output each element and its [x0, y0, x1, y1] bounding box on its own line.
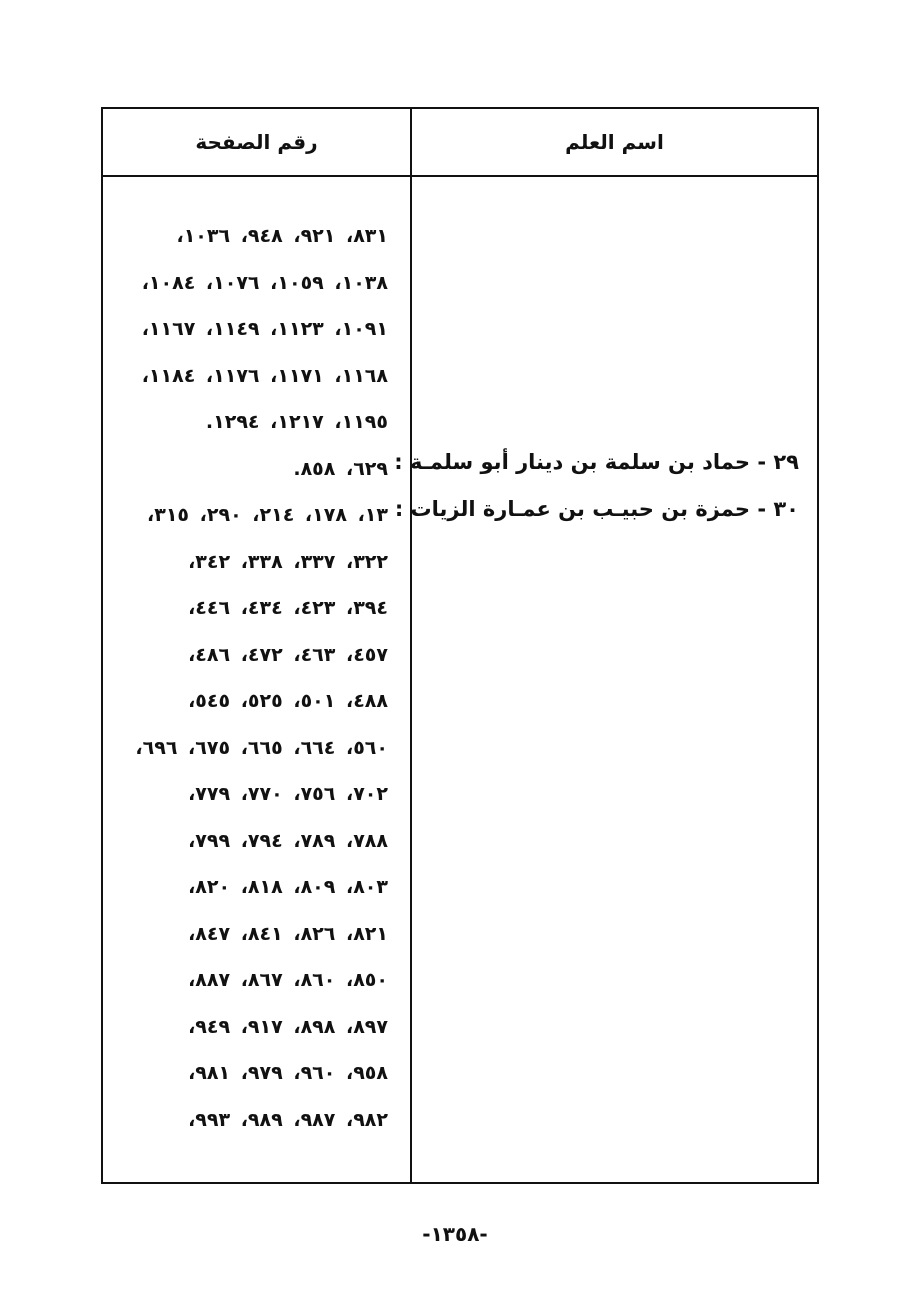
- page-line: ٤٨٨، ٥٠١، ٥٢٥، ٥٤٥،: [188, 690, 388, 712]
- index-table: [101, 107, 819, 1184]
- column-divider: [410, 109, 412, 1182]
- page-numbers-column: [103, 177, 410, 1143]
- page-line: ١١٩٥، ١٢١٧، ١٢٩٤.: [205, 411, 388, 433]
- entry-hamzah-al-zayyat: ٣٠ - حمزة بن حبيـب بن عمـارة الزيات :: [394, 497, 799, 521]
- page-line: ٨٣١، ٩٢١، ٩٤٨، ١٠٣٦،: [176, 225, 388, 247]
- page-line: ٦٢٩، ٨٥٨.: [293, 457, 388, 480]
- entry-hammad-ibn-salamah: ٢٩ - حماد بن سلمة بن دينار أبو سلمـة :: [394, 450, 799, 474]
- page-line: ٨٢١، ٨٢٦، ٨٤١، ٨٤٧،: [188, 922, 388, 945]
- page-line: ٨٥٠، ٨٦٠، ٨٦٧، ٨٨٧،: [188, 969, 388, 991]
- page-line: ٩٨٢، ٩٨٧، ٩٨٩، ٩٩٣،: [188, 1108, 388, 1131]
- page-line: ٧٠٢، ٧٥٦، ٧٧٠، ٧٧٩،: [188, 783, 388, 805]
- page-line: ١١٦٨، ١١٧١، ١١٧٦، ١١٨٤،: [141, 364, 388, 387]
- page-line: ٤٥٧، ٤٦٣، ٤٧٢، ٤٨٦،: [188, 643, 388, 666]
- header-page-number: رقم الصفحة: [195, 130, 318, 154]
- page-line: ٨٠٣، ٨٠٩، ٨١٨، ٨٢٠،: [188, 876, 388, 898]
- page-line: ١٣، ١٧٨، ٢١٤، ٢٩٠، ٣١٥،: [147, 504, 388, 526]
- page-line: ٥٦٠، ٦٦٤، ٦٦٥، ٦٧٥، ٦٩٦،: [135, 736, 388, 759]
- names-column: [394, 439, 817, 533]
- table-header-row: [103, 109, 817, 177]
- page-line: ٣٢٢، ٣٣٧، ٣٣٨، ٣٤٢،: [188, 550, 388, 573]
- page-number: -١٣٥٨-: [422, 1222, 488, 1246]
- page-line: ٩٥٨، ٩٦٠، ٩٧٩، ٩٨١،: [188, 1062, 388, 1084]
- page-line: ١٠٩١، ١١٢٣، ١١٤٩، ١١٦٧،: [141, 318, 388, 340]
- page-line: ٣٩٤، ٤٢٣، ٤٣٤، ٤٤٦،: [188, 597, 388, 619]
- page-line: ١٠٣٨، ١٠٥٩، ١٠٧٦، ١٠٨٤،: [141, 271, 388, 294]
- header-name: اسم العلم: [565, 130, 664, 154]
- page-line: ٧٨٨، ٧٨٩، ٧٩٤، ٧٩٩،: [188, 829, 388, 852]
- page-line: ٨٩٧، ٨٩٨، ٩١٧، ٩٤٩،: [188, 1015, 388, 1038]
